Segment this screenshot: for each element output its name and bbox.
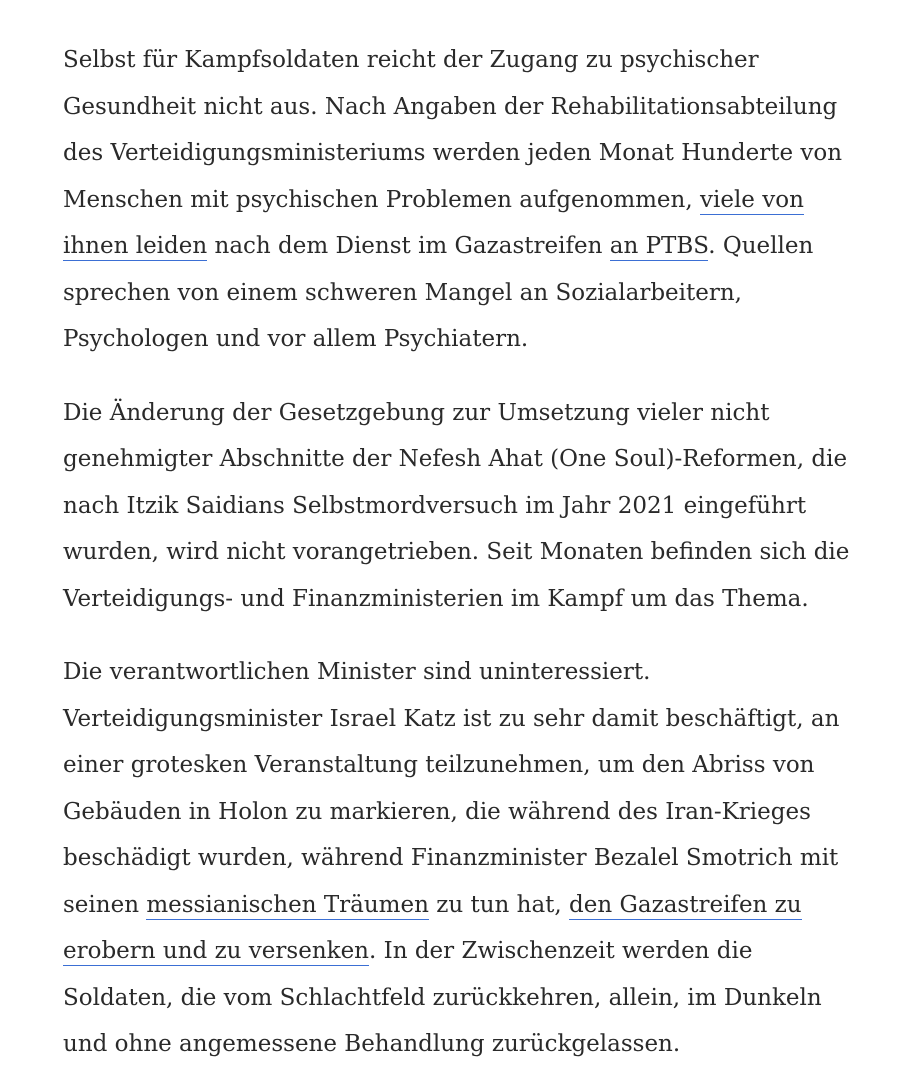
link-messianischen-traeumen[interactable]: messianischen Träumen <box>146 891 429 918</box>
text-line <box>63 223 874 270</box>
link-gazastreifen-erobern-continued[interactable]: erobern und zu versenken <box>63 938 369 964</box>
paragraph-1 <box>63 37 874 363</box>
text-line: Psychologen und vor allem Psychiatern. <box>63 326 529 352</box>
text-line: genehmigter Abschnitte der Nefesh Ahat (One Soul)-Reformen, die <box>63 446 848 472</box>
text-line: Soldaten, die vom Schlachtfeld zurückkehren, allein, im Dunkeln <box>63 984 822 1011</box>
text-segment: zu tun hat, <box>428 891 570 918</box>
text-line <box>63 177 874 224</box>
paragraph-2 <box>63 390 874 623</box>
text-line: wurden, wird nicht vorangetrieben. Seit Monaten befinden sich die <box>63 539 850 565</box>
link-an-ptbs[interactable]: an PTBS <box>609 233 709 259</box>
text-segment: . In der Zwischenzeit werden die <box>369 938 753 964</box>
link-viele-von-ihnen-leiden-continued[interactable]: ihnen leiden <box>63 233 208 259</box>
text-line: Die Änderung der Gesetzgebung zur Umsetzung vieler nicht <box>63 399 770 426</box>
text-segment: . Quellen <box>708 233 814 259</box>
text-line <box>63 882 874 929</box>
link-gazastreifen-erobern[interactable]: den Gazastreifen zu <box>569 891 802 918</box>
text-line: Verteidigungsminister Israel Katz ist zu sehr damit beschäftigt, an <box>63 705 840 732</box>
text-line: Selbst für Kampfsoldaten reicht der Zugang zu psychischer <box>63 47 759 73</box>
text-line: nach Itzik Saidians Selbstmordversuch im Jahr 2021 eingeführt <box>63 492 807 519</box>
text-line: Die verantwortlichen Minister sind uninteressiert. <box>63 659 651 685</box>
text-line: Gebäuden in Holon zu markieren, die während des Iran-Krieges <box>63 798 811 825</box>
text-line: des Verteidigungsministeriums werden jeden Monat Hunderte von <box>63 140 843 166</box>
text-line: sprechen von einem schweren Mangel an Sozialarbeitern, <box>63 279 742 306</box>
link-viele-von-ihnen-leiden[interactable]: viele von <box>699 186 804 213</box>
text-line: Gesundheit nicht aus. Nach Angaben der Rehabilitationsabteilung <box>63 93 838 120</box>
text-line: beschädigt wurden, während Finanzminister Bezalel Smotrich mit <box>63 845 839 871</box>
text-segment: seinen <box>63 891 147 918</box>
text-segment: Menschen mit psychischen Problemen aufgenommen, <box>63 186 700 213</box>
text-line: Verteidigungs- und Finanzministerien im Kampf um das Thema. <box>63 585 809 612</box>
text-line: und ohne angemessene Behandlung zurückgelassen. <box>63 1031 681 1057</box>
text-line: einer grotesken Veranstaltung teilzunehmen, um den Abriss von <box>63 752 815 778</box>
text-line <box>63 928 874 975</box>
text-segment: nach dem Dienst im Gazastreifen <box>207 233 610 259</box>
paragraph-3 <box>63 649 874 1068</box>
